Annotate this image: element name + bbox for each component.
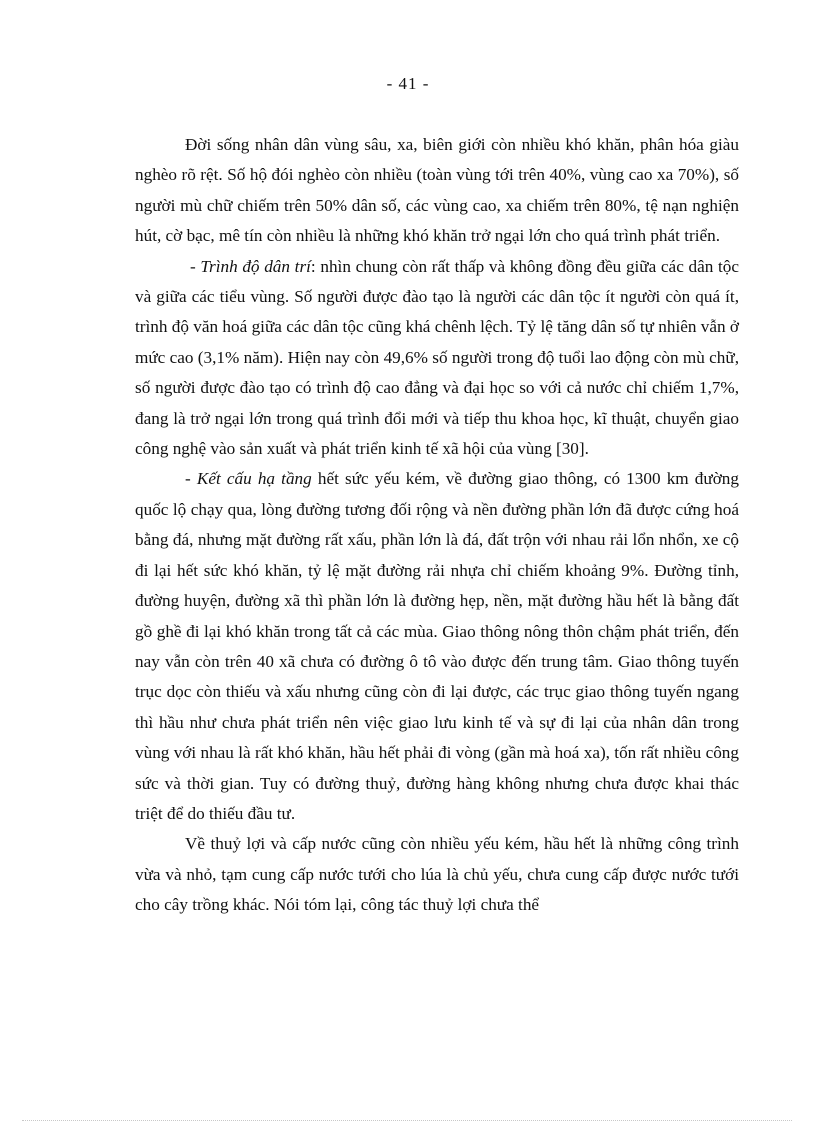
paragraph-education-level: [135, 252, 739, 465]
infrastructure-text: hết sức yếu kém, về đường giao thông, có 1300 km đường quốc lộ chạy qua, lòng đường tương đối rộng và nền đường phần lớn đã được cứng hoá bằng đá, nhưng mặt đường rất xấu, phần lớn là đá, đất trộn với nhau rải lổn nhổn, xe cộ đi lại hết sức khó khăn, tỷ lệ mặt đường rải nhựa chỉ chiếm khoảng 9%. Đường tỉnh, đường huyện, đường xã thì phần lớn là đường hẹp, nền, mặt đường hầu hết là bằng đất gồ ghề đi lại khó khăn trong tất cả các mùa. Giao thông nông thôn chậm phát triển, đến nay vẫn còn trên 40 xã chưa có đường ô tô vào được đến trung tâm. Giao thông tuyến trục dọc còn thiếu và xấu nhưng cũng còn đi lại được, các trục giao thông tuyến ngang thì hầu như chưa phát triển nên việc giao lưu kinh tế và sự đi lại của nhân dân trong vùng với nhau là rất khó khăn, hầu hết phải đi vòng (gần mà hoá xa), tốn rất nhiều công sức và thời gian. Tuy có đường thuỷ, đường hàng không nhưng chưa được khai thác triệt để do thiếu đầu tư.: [135, 469, 739, 823]
paragraph-irrigation: Về thuỷ lợi và cấp nước cũng còn nhiều yếu kém, hầu hết là những công trình vừa và nhỏ, tạm cung cấp nước tưới cho lúa là chủ yếu, chưa cung cấp được nước tưới cho cây trồng khác. Nói tóm lại, công tác thuỷ lợi chưa thể: [135, 834, 739, 915]
body-text: [135, 130, 739, 921]
paragraph-infrastructure: [135, 464, 739, 829]
education-level-heading: - Trình độ dân trí: [190, 256, 311, 276]
infrastructure-heading: - Kết cấu hạ tầng: [185, 469, 312, 489]
education-level-text: : nhìn chung còn rất thấp và không đồng đều giữa các dân tộc và giữa các tiểu vùng. Số người được đào tạo là người các dân tộc ít người còn quá ít, trình độ văn hoá giữa các dân tộc cũng khá chênh lệch. Tỷ lệ tăng dân số tự nhiên vẫn ở mức cao (3,1% năm). Hiện nay còn 49,6% số người trong độ tuổi lao động còn mù chữ, số người được đào tạo có trình độ cao đẳng và đại học so với cả nước chỉ chiếm 1,7%, đang là trở ngại lớn trong quá trình đổi mới và tiếp thu khoa học, kĩ thuật, chuyển giao công nghệ vào sản xuất và phát triển kinh tế xã hội của vùng [30].: [135, 256, 739, 459]
page-number: - 41 -: [386, 74, 430, 93]
footer-dotted-rule: [22, 1120, 792, 1121]
paragraph-living-conditions: Đời sống nhân dân vùng sâu, xa, biên giới còn nhiều khó khăn, phân hóa giàu nghèo rõ rệt. Số hộ đói nghèo còn nhiều (toàn vùng tới trên 40%, vùng cao xa 70%), số người mù chữ chiếm trên 50% dân số, các vùng cao, xa chiếm trên 80%, tệ nạn nghiện hút, cờ bạc, mê tín còn nhiều là những khó khăn trở ngại lớn cho quá trình phát triển.: [135, 135, 739, 246]
